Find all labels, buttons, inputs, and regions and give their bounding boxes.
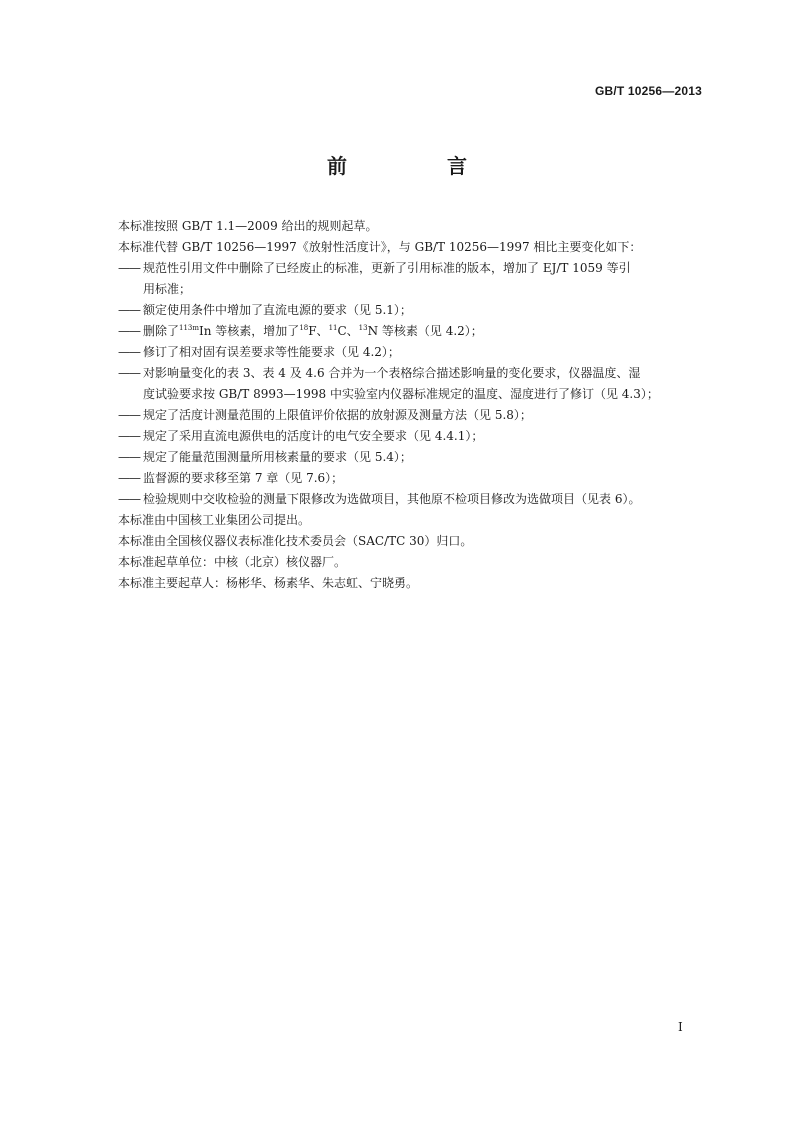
dash-marker: ——	[118, 261, 140, 275]
mass-number: 113m	[179, 324, 200, 332]
text-run: F、	[308, 324, 329, 338]
dash-marker: ——	[118, 366, 140, 380]
mass-number: 11	[328, 324, 338, 332]
mass-number: 13	[358, 324, 368, 332]
text-run: 删除了	[143, 324, 180, 338]
page-title: 前 言	[327, 154, 507, 178]
mass-number: 18	[299, 324, 309, 332]
paragraph: 本标准由全国核仪器仪表标准化技术委员会（SAC/TC 30）归口。	[118, 534, 473, 548]
change-item	[118, 258, 708, 300]
change-item	[118, 405, 708, 426]
page-number: I	[678, 1020, 683, 1034]
change-item	[118, 468, 708, 489]
dash-marker: ——	[118, 429, 140, 443]
change-item	[118, 342, 708, 363]
change-item-line: 规范性引用文件中删除了已经废止的标准，更新了引用标准的版本，增加了 EJ/T 1059 等引	[143, 261, 631, 275]
change-item	[118, 426, 708, 447]
change-item-text: 监督源的要求移至第 7 章（见 7.6）；	[143, 471, 344, 485]
change-item	[118, 489, 708, 510]
change-item-text	[143, 258, 708, 300]
dash-marker: ——	[118, 303, 140, 317]
foreword-body	[118, 216, 708, 594]
change-item-text	[143, 363, 708, 405]
change-item-text: 检验规则中交收检验的测量下限修改为选做项目，其他原不检项目修改为选做项目（见表 6）。	[143, 492, 641, 506]
change-item	[118, 363, 708, 405]
paragraph: 本标准起草单位：中核（北京）核仪器厂。	[118, 555, 347, 569]
change-item-text: 额定使用条件中增加了直流电源的要求（见 5.1）；	[143, 303, 412, 317]
paragraph: 本标准由中国核工业集团公司提出。	[118, 513, 311, 527]
dash-marker: ——	[118, 450, 140, 464]
dash-marker: ——	[118, 345, 140, 359]
paragraph: 本标准按照 GB/T 1.1—2009 给出的规则起草。	[118, 219, 378, 233]
change-item-text: 规定了能量范围测量所用核素量的要求（见 5.4）；	[143, 450, 412, 464]
dash-marker: ——	[118, 408, 140, 422]
change-item-line: 用标准；	[143, 282, 192, 296]
document-code: GB/T 10256—2013	[594, 84, 702, 98]
paragraph: 本标准代替 GB/T 10256—1997《放射性活度计》，与 GB/T 10256—1997 相比主要变化如下：	[118, 240, 642, 254]
change-item-nuclides	[118, 321, 708, 342]
dash-marker: ——	[118, 492, 140, 506]
text-run: In 等核素，增加了	[199, 324, 300, 338]
change-item-text: 修订了相对固有误差要求等性能要求（见 4.2）；	[143, 345, 400, 359]
change-item	[118, 447, 708, 468]
change-item-text: 规定了采用直流电源供电的活度计的电气安全要求（见 4.4.1）；	[143, 429, 484, 443]
change-item-line: 度试验要求按 GB/T 8993—1998 中实验室内仪器标准规定的温度、湿度进行了修订（见 4.3）；	[143, 387, 659, 401]
text-run: N 等核素（见 4.2）；	[367, 324, 483, 338]
dash-marker: ——	[118, 324, 140, 338]
text-run: C、	[337, 324, 359, 338]
change-item-line: 对影响量变化的表 3、表 4 及 4.6 合并为一个表格综合描述影响量的变化要求，仪器温度、湿	[143, 366, 641, 380]
change-item-text: 规定了活度计测量范围的上限值评价依据的放射源及测量方法（见 5.8）；	[143, 408, 532, 422]
change-item-text	[143, 321, 708, 342]
change-item	[118, 300, 708, 321]
dash-marker: ——	[118, 471, 140, 485]
paragraph: 本标准主要起草人：杨彬华、杨素华、朱志虹、宁晓勇。	[118, 576, 419, 590]
